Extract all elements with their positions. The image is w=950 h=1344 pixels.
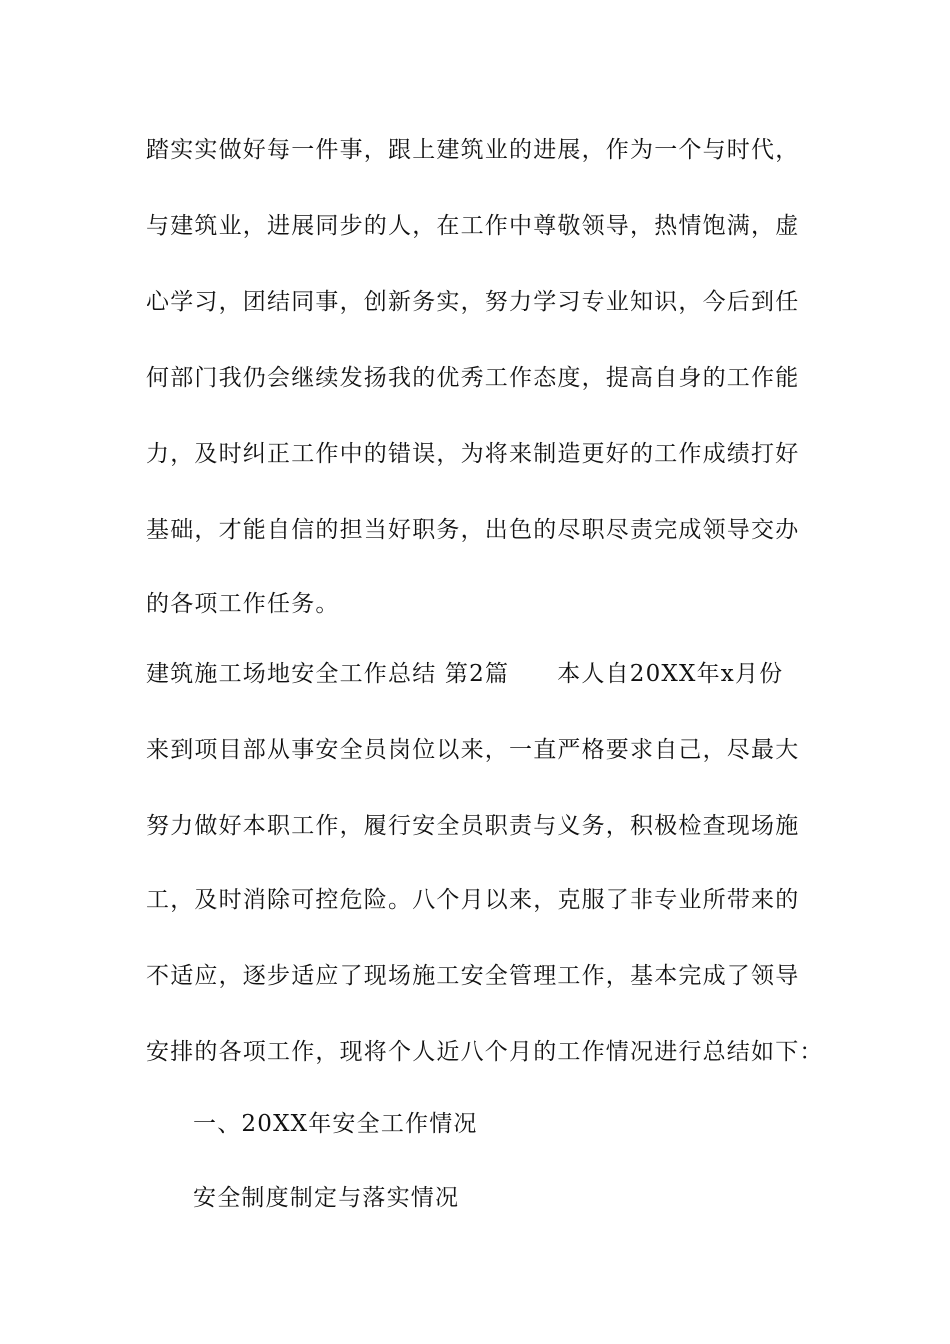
subheading-safety-system: 安全制度制定与落实情况	[193, 1185, 460, 1211]
section-line-2: 努力做好本职工作，履行安全员职责与义务，积极检查现场施	[146, 813, 800, 839]
paragraph-line-2: 与建筑业，进展同步的人，在工作中尊敬领导，热情饱满，虚	[146, 213, 800, 239]
section-title: 建筑施工场地安全工作总结 第2篇	[146, 661, 510, 687]
paragraph-line-6: 基础，才能自信的担当好职务，出色的尽职尽责完成领导交办	[146, 517, 800, 543]
paragraph-line-7: 的各项工作任务。	[146, 591, 340, 617]
heading-safety-work: 一、20XX年安全工作情况	[193, 1111, 478, 1137]
paragraph-line-5: 力，及时纠正工作中的错误，为将来制造更好的工作成绩打好	[146, 441, 800, 467]
section-line-3: 工，及时消除可控危险。八个月以来，克服了非专业所带来的	[146, 887, 800, 913]
section-line-5: 安排的各项工作，现将个人近八个月的工作情况进行总结如下：	[146, 1039, 824, 1065]
section-first-line	[146, 654, 806, 694]
section-line-4: 不适应，逐步适应了现场施工安全管理工作，基本完成了领导	[146, 963, 800, 989]
paragraph-line-1: 踏实实做好每一件事，跟上建筑业的进展，作为一个与时代，	[146, 137, 800, 163]
section-line-1: 来到项目部从事安全员岗位以来，一直严格要求自己，尽最大	[146, 737, 800, 763]
section-intro-start: 本人自20XX年x月份	[557, 661, 784, 687]
paragraph-line-3: 心学习，团结同事，创新务实，努力学习专业知识，今后到任	[146, 289, 800, 315]
paragraph-line-4: 何部门我仍会继续发扬我的优秀工作态度，提高自身的工作能	[146, 365, 800, 391]
